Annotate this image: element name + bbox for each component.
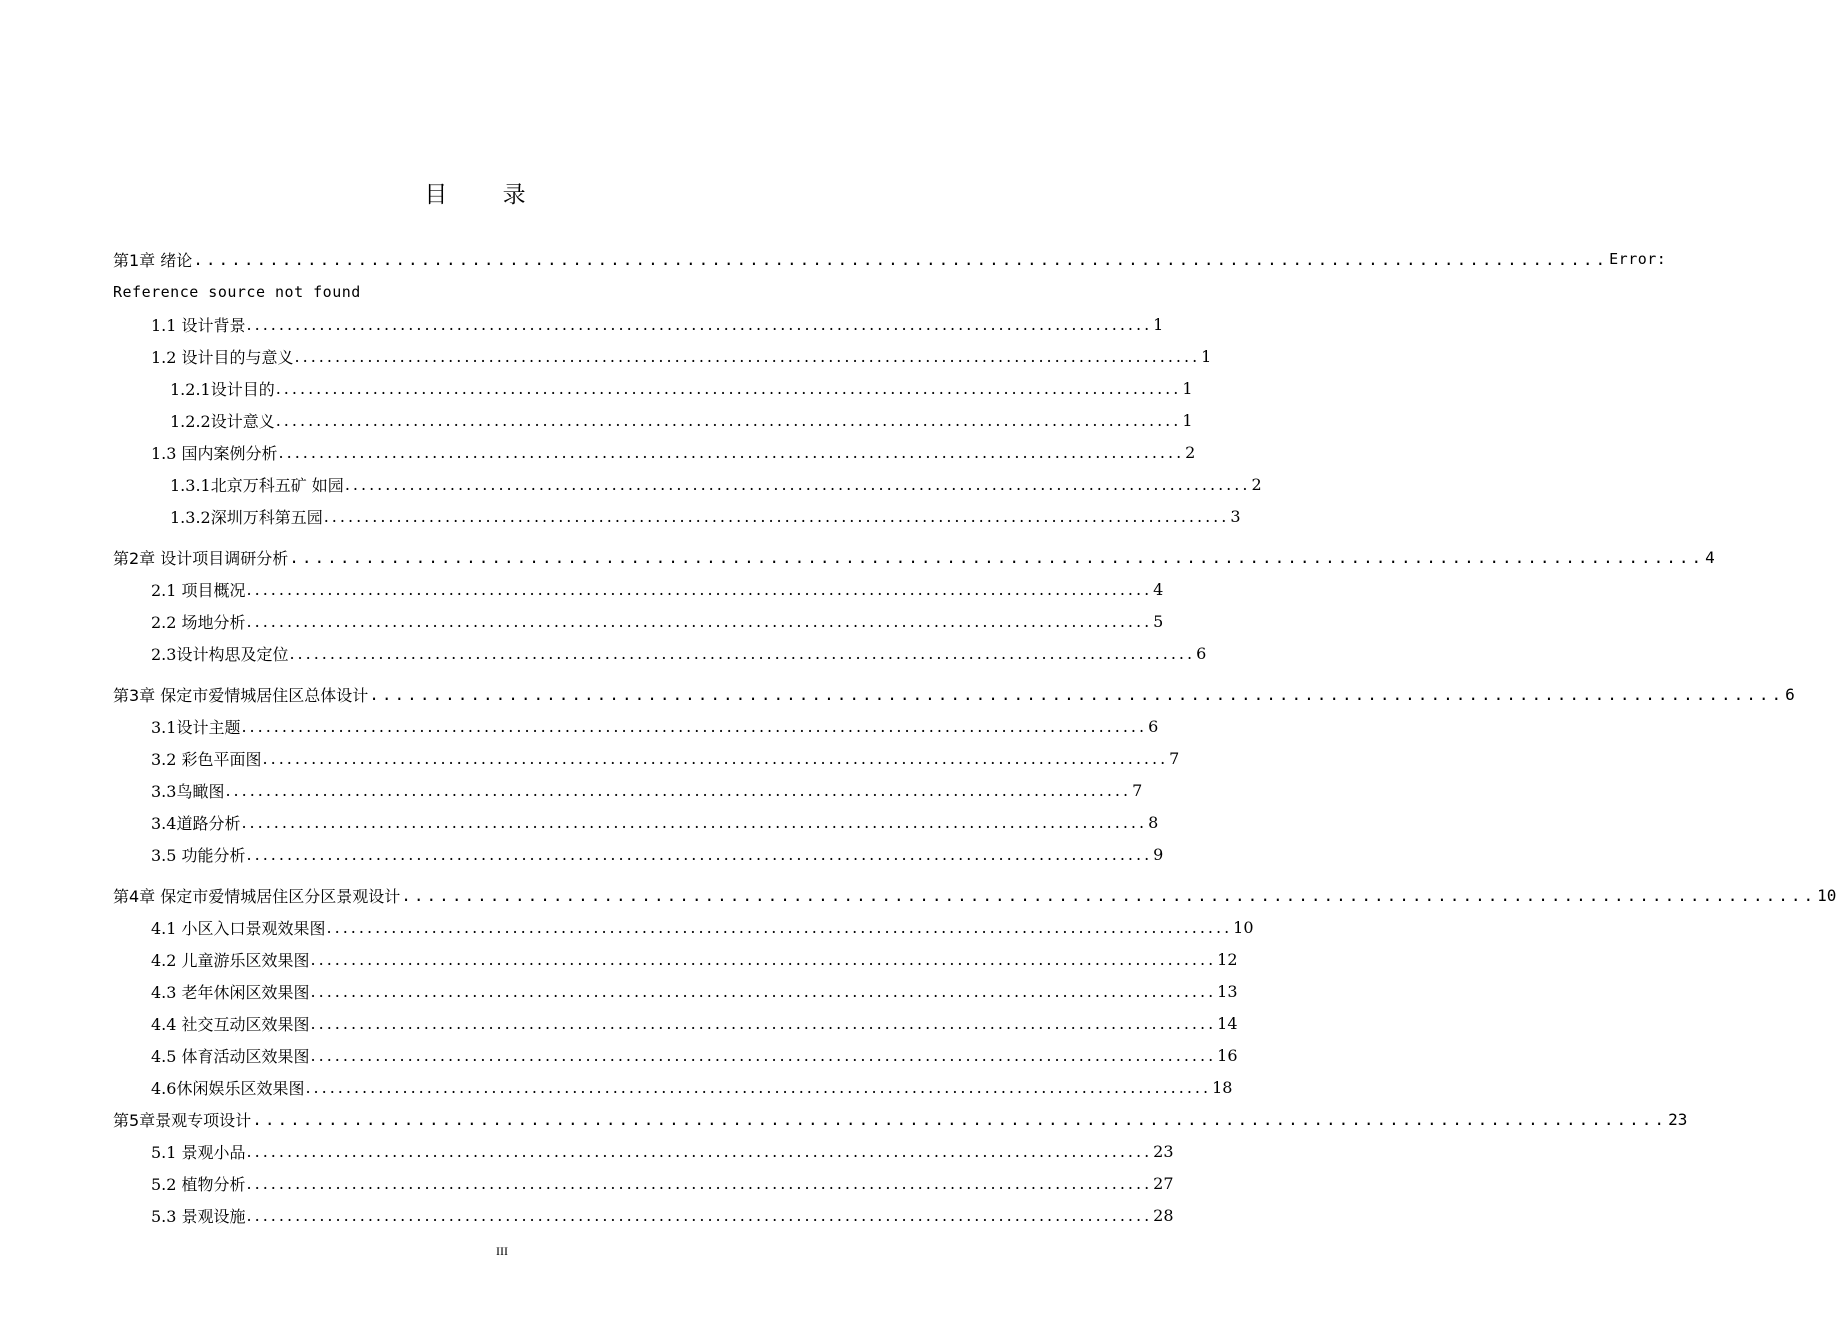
toc-entry-chapter-5[interactable]	[113, 1107, 1688, 1131]
toc-entry-page: 27	[1153, 1173, 1174, 1193]
toc-entry[interactable]	[151, 440, 1196, 464]
toc-entry[interactable]	[151, 947, 1238, 971]
toc-entry-page: 10	[1817, 885, 1836, 905]
toc-entry-page: 14	[1217, 1013, 1238, 1033]
toc-entry[interactable]	[151, 915, 1254, 939]
dot-leader: ................................................................................................................	[246, 579, 1153, 599]
toc-entry[interactable]	[151, 312, 1164, 336]
toc-entry-page: Error:	[1609, 250, 1667, 268]
toc-entry[interactable]	[151, 778, 1143, 802]
toc-entry-label: 4.6休闲娱乐区效果图	[151, 1078, 305, 1098]
toc-entry-page: 1	[1182, 410, 1193, 430]
toc-entry-label: 1.2 设计目的与意义	[151, 347, 294, 367]
dot-leader: ................................................................................................................	[262, 748, 1169, 768]
toc-entry-chapter-1[interactable]	[113, 247, 1667, 271]
toc-entry-label: 4.3 老年休闲区效果图	[151, 982, 310, 1002]
toc-entry-label: 第4章 保定市爱情城居住区分区景观设计	[113, 886, 401, 906]
toc-entry-page: 13	[1217, 981, 1238, 1001]
toc-entry-label: 第5章景观专项设计	[113, 1110, 252, 1130]
toc-entry-page: 3	[1230, 506, 1241, 526]
toc-entry[interactable]	[151, 842, 1164, 866]
dot-leader: ................................................................................................................	[310, 949, 1217, 969]
toc-entry-label: 3.4道路分析	[151, 813, 241, 833]
toc-entry-label: 5.2 植物分析	[151, 1174, 246, 1194]
dot-leader: ................................................................................................................	[246, 1205, 1153, 1225]
toc-entry-label: 4.2 儿童游乐区效果图	[151, 950, 310, 970]
toc-entry-chapter-2[interactable]	[113, 545, 1715, 569]
toc-entry-page: 1	[1201, 346, 1212, 366]
error-continuation	[113, 280, 513, 304]
toc-entry-page: 6	[1785, 684, 1795, 704]
toc-entry[interactable]	[151, 344, 1212, 368]
toc-entry-label: 3.2 彩色平面图	[151, 749, 262, 769]
toc-entry-page: 9	[1153, 844, 1164, 864]
toc-entry-chapter-4[interactable]	[113, 883, 1836, 907]
page-title: 目 录	[424, 182, 550, 208]
dot-leader: ................................................................................................................	[310, 1045, 1217, 1065]
dot-leader: ................................................................................................................	[225, 780, 1132, 800]
toc-entry-label: 5.3 景观设施	[151, 1206, 246, 1226]
toc-entry-page: 1	[1182, 378, 1193, 398]
toc-entry-label: 4.1 小区入口景观效果图	[151, 918, 326, 938]
dot-leader: ................................................................................................................	[246, 1141, 1153, 1161]
dot-leader: ................................................................................................................	[401, 885, 1817, 905]
toc-entry[interactable]	[170, 408, 1193, 432]
dot-leader: ................................................................................................................	[326, 917, 1233, 937]
toc-entry-label: 3.3鸟瞰图	[151, 781, 225, 801]
toc-entry-label: 1.2.1设计目的	[170, 379, 275, 399]
error-message: Reference source not found	[113, 283, 361, 301]
toc-entry-page: 16	[1217, 1045, 1238, 1065]
toc-entry[interactable]	[151, 810, 1159, 834]
toc-entry-label: 第3章 保定市爱情城居住区总体设计	[113, 685, 369, 705]
toc-entry-label: 4.4 社交互动区效果图	[151, 1014, 310, 1034]
toc-entry-page: 6	[1196, 643, 1207, 663]
toc-entry[interactable]	[151, 1203, 1174, 1227]
toc-entry-label: 2.3设计构思及定位	[151, 644, 289, 664]
toc-entry[interactable]	[170, 376, 1193, 400]
dot-leader: ................................................................................................................	[305, 1077, 1212, 1097]
dot-leader: ................................................................................................................	[193, 249, 1609, 269]
dot-leader: ................................................................................................................	[246, 844, 1153, 864]
toc-entry-page: 5	[1153, 611, 1164, 631]
toc-entry-page: 12	[1217, 949, 1238, 969]
dot-leader: ................................................................................................................	[310, 981, 1217, 1001]
toc-entry[interactable]	[151, 746, 1180, 770]
toc-entry[interactable]	[170, 472, 1262, 496]
page-number: III	[496, 1244, 508, 1258]
dot-leader: ................................................................................................................	[310, 1013, 1217, 1033]
toc-entry-label: 3.5 功能分析	[151, 845, 246, 865]
dot-leader: ................................................................................................................	[246, 1173, 1153, 1193]
dot-leader: ................................................................................................................	[246, 314, 1153, 334]
toc-entry-label: 2.1 项目概况	[151, 580, 246, 600]
dot-leader: ................................................................................................................	[294, 346, 1201, 366]
toc-entry[interactable]	[151, 641, 1207, 665]
toc-entry[interactable]	[151, 714, 1159, 738]
toc-entry-page: 23	[1668, 1109, 1688, 1129]
toc-entry[interactable]	[151, 1075, 1233, 1099]
toc-entry-page: 4	[1705, 547, 1715, 567]
toc-entry-label: 2.2 场地分析	[151, 612, 246, 632]
dot-leader: ................................................................................................................	[275, 378, 1182, 398]
toc-entry-label: 第1章 绪论	[113, 250, 193, 270]
toc-entry[interactable]	[151, 1139, 1174, 1163]
toc-entry-page: 6	[1148, 716, 1159, 736]
dot-leader: ................................................................................................................	[241, 812, 1148, 832]
toc-entry-label: 1.1 设计背景	[151, 315, 246, 335]
toc-entry-page: 1	[1153, 314, 1164, 334]
toc-entry-page: 28	[1153, 1205, 1174, 1225]
toc-entry-label: 3.1设计主题	[151, 717, 241, 737]
toc-entry[interactable]	[151, 1171, 1174, 1195]
dot-leader: ................................................................................................................	[289, 547, 1705, 567]
toc-entry-page: 23	[1153, 1141, 1174, 1161]
dot-leader: ................................................................................................................	[323, 506, 1230, 526]
toc-entry-page: 7	[1132, 780, 1143, 800]
dot-leader: ................................................................................................................	[252, 1109, 1668, 1129]
toc-entry[interactable]	[151, 577, 1164, 601]
toc-entry-label: 4.5 体育活动区效果图	[151, 1046, 310, 1066]
dot-leader: ................................................................................................................	[369, 684, 1785, 704]
toc-entry-label: 1.3 国内案例分析	[151, 443, 278, 463]
toc-entry[interactable]	[151, 609, 1164, 633]
toc-entry-label: 1.3.2深圳万科第五园	[170, 507, 323, 527]
dot-leader: ................................................................................................................	[246, 611, 1153, 631]
toc-entry-label: 5.1 景观小品	[151, 1142, 246, 1162]
toc-entry[interactable]	[170, 504, 1241, 528]
toc-entry-page: 18	[1212, 1077, 1233, 1097]
dot-leader: ................................................................................................................	[275, 410, 1182, 430]
toc-entry-page: 10	[1233, 917, 1254, 937]
dot-leader: ................................................................................................................	[289, 643, 1196, 663]
toc-entry-page: 8	[1148, 812, 1159, 832]
toc-entry-page: 2	[1185, 442, 1196, 462]
toc-entry-page: 7	[1169, 748, 1180, 768]
toc-entry-page: 4	[1153, 579, 1164, 599]
toc-entry-page: 2	[1251, 474, 1262, 494]
toc-entry[interactable]	[151, 1011, 1238, 1035]
toc-entry[interactable]	[151, 1043, 1238, 1067]
dot-leader: ................................................................................................................	[344, 474, 1251, 494]
toc-entry-label: 1.2.2设计意义	[170, 411, 275, 431]
dot-leader: ................................................................................................................	[278, 442, 1185, 462]
toc-entry[interactable]	[151, 979, 1238, 1003]
toc-entry-chapter-3[interactable]	[113, 682, 1795, 706]
toc-entry-label: 1.3.1北京万科五矿 如园	[170, 475, 344, 495]
toc-entry-label: 第2章 设计项目调研分析	[113, 548, 289, 568]
dot-leader: ................................................................................................................	[241, 716, 1148, 736]
